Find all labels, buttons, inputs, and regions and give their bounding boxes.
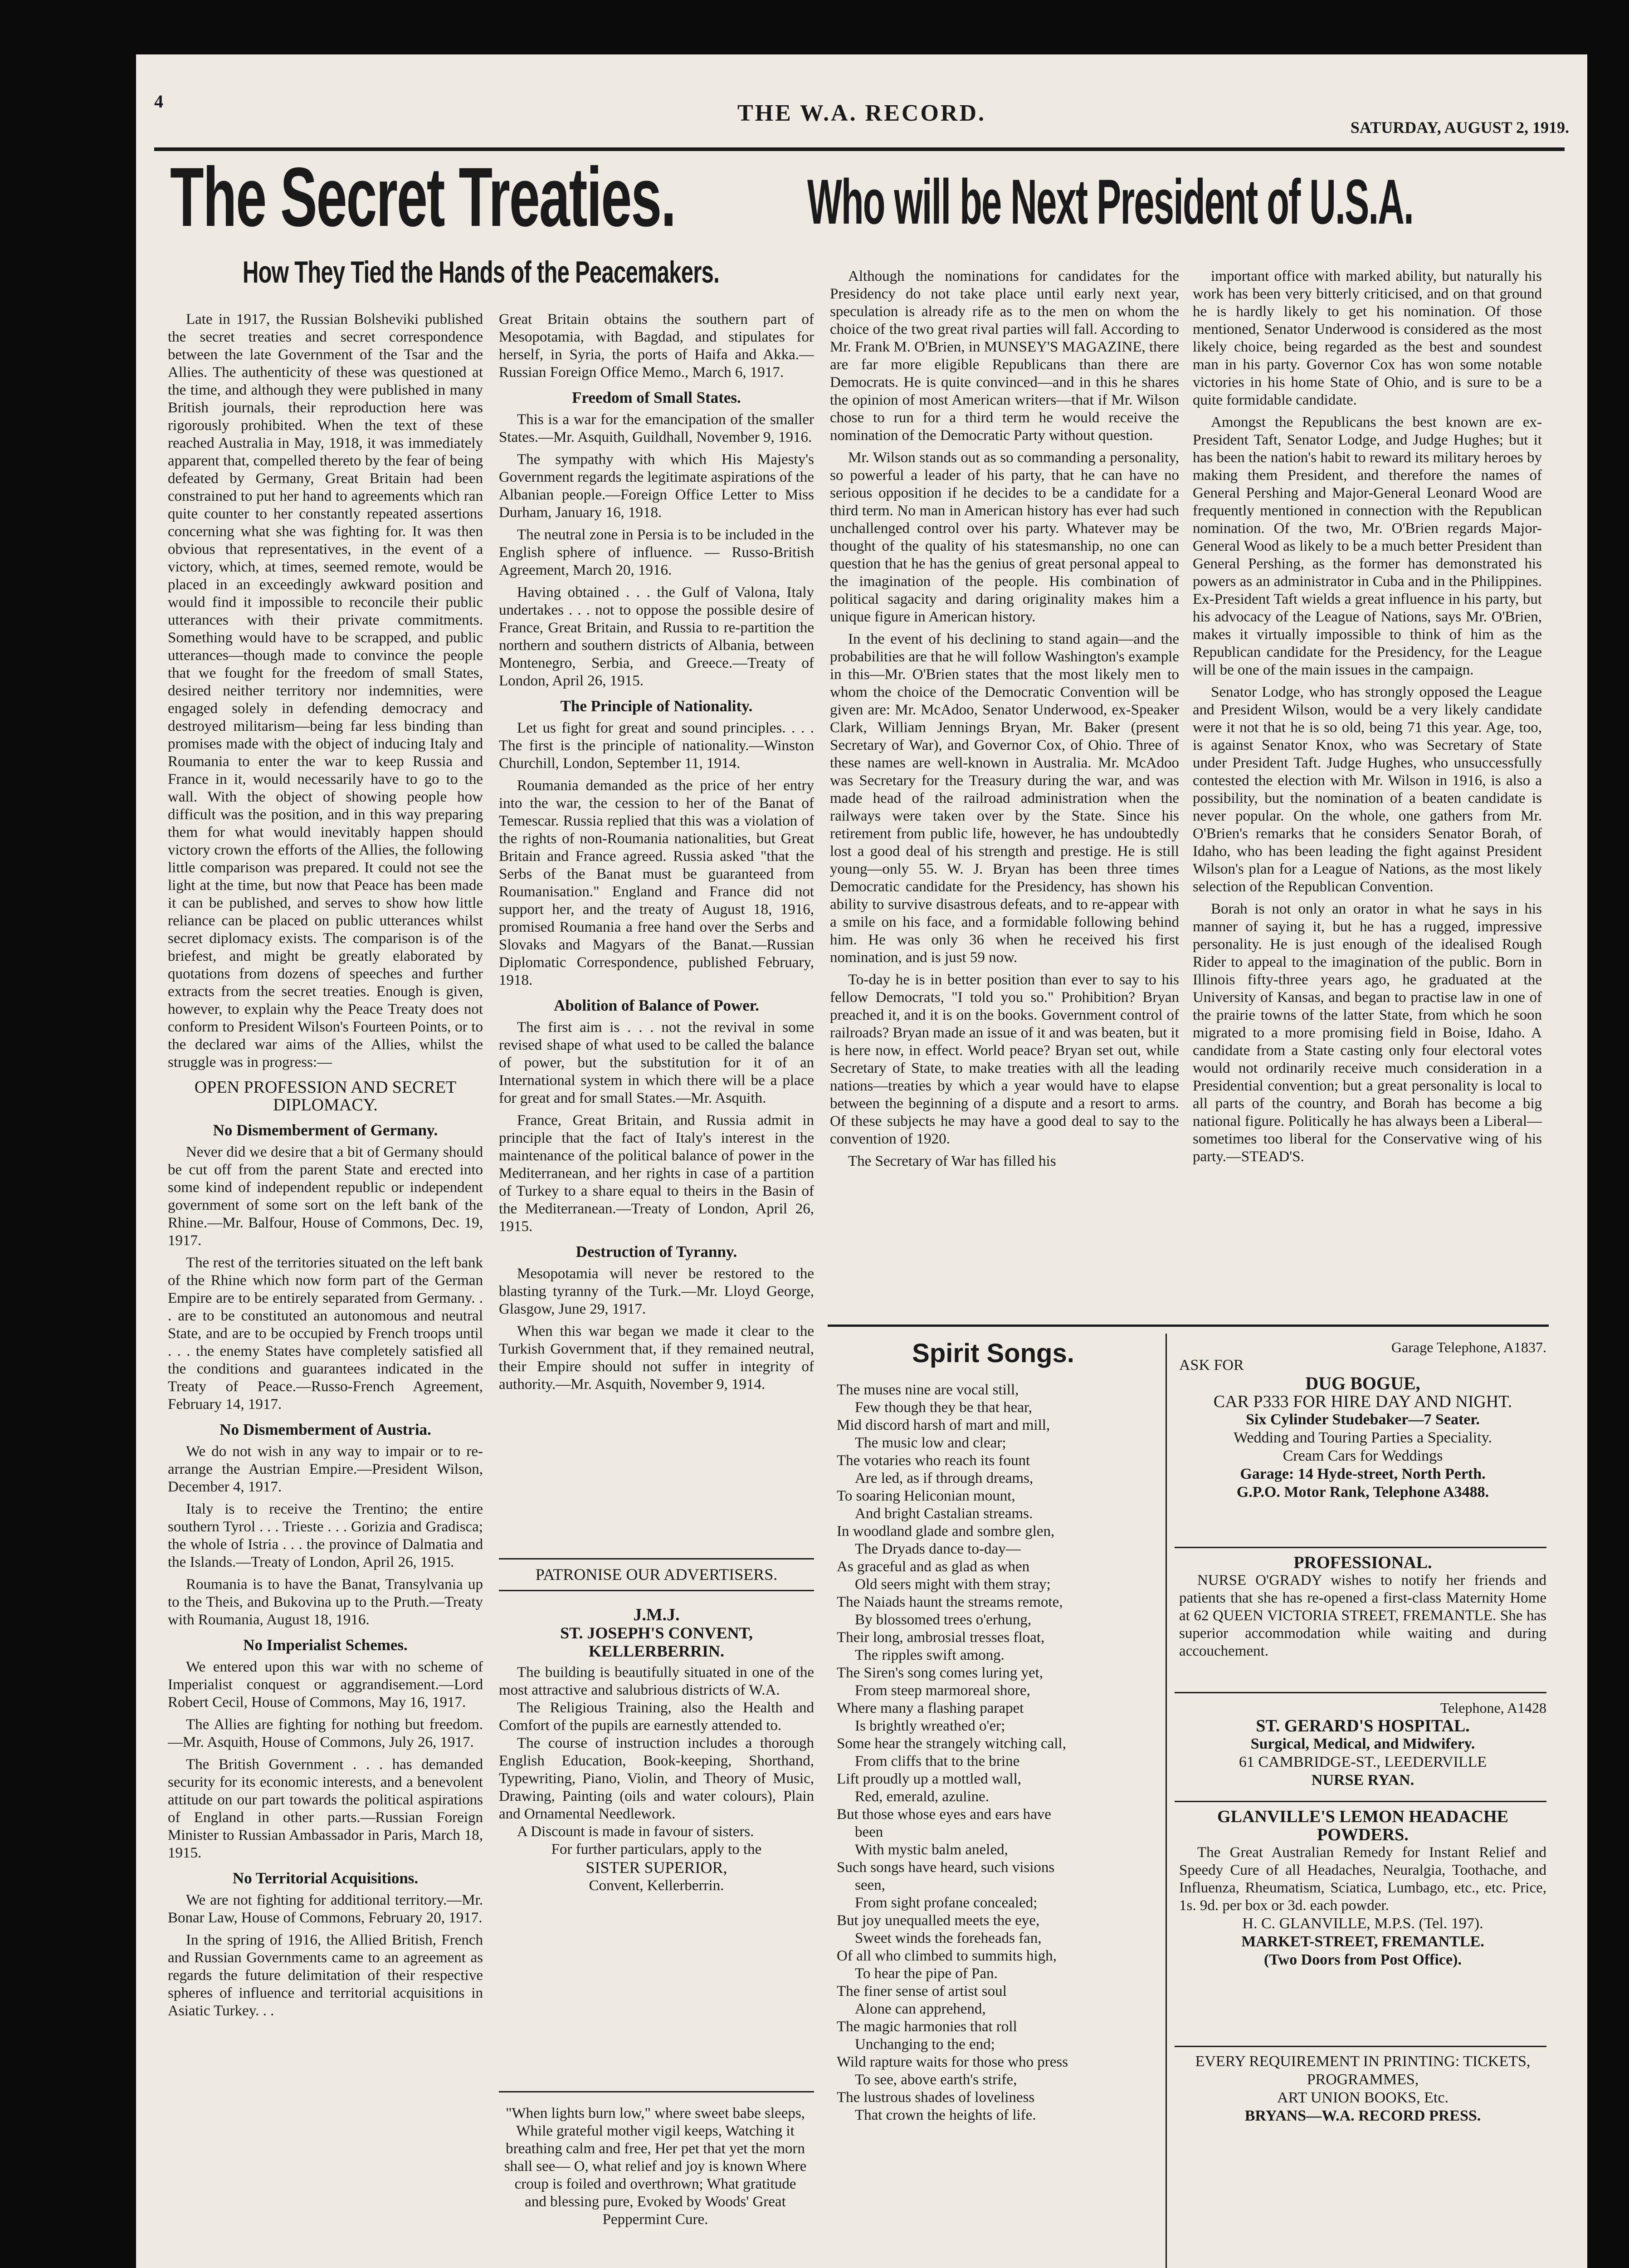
- poem-line: The lustrous shades of loveliness: [837, 2089, 1035, 2106]
- poem-line: Old seers might with them stray;: [855, 1576, 1051, 1593]
- glanville-ad: [1179, 1808, 1546, 1969]
- professional-text: NURSE O'GRADY wishes to notify her friends and patients that she has re-opened a first-class Maternity Home at 62 QUEEN VICTORIA STREET, FREMANTLE. She has superior accommodation while waiting and during accouchement.: [1179, 1572, 1546, 1659]
- section-title: OPEN PROFESSION AND SECRET DIPLOMACY.: [194, 1078, 457, 1114]
- newspaper-page: [136, 54, 1587, 2268]
- bogue-cream: Cream Cars for Weddings: [1283, 1447, 1443, 1464]
- gerard-type: Surgical, Medical, and Midwifery.: [1250, 1735, 1475, 1752]
- paragraph: The sympathy with which His Majesty's Government regards the legitimate aspirations of the Albanian people.—Foreign Office Letter to Miss Durham, January 16, 1918.: [499, 451, 814, 521]
- jmj-label: J.M.J.: [633, 1605, 680, 1624]
- poem-line: From steep marmoreal shore,: [855, 1682, 1030, 1699]
- poem-line: The Dryads dance to-day—: [855, 1541, 1021, 1557]
- paragraph: Mr. Wilson stands out as so commanding a personality, so powerful a leader of his party, that he can have no serious opposition if he decides to be a candidate for a third term. No man in American history has ever had such unchallenged control over his party. Whatever may be thought of the quality of his statesmanship, no one can question that he has the genius of great personal appeal to the imagination of the people. His combination of political sagacity and daring originality makes him a unique figure in American history.: [830, 450, 1179, 625]
- poem-line: To hear the pipe of Pan.: [855, 1965, 998, 1982]
- treaties-column-1: [168, 311, 483, 2268]
- paragraph: Borah is not only an orator in what he says in his manner of saying it, but he has a rugged, impressive personality. He is just enough of the idealised Rough Rider to appeal to the imagination of the public. Born in Illinois fifty-three years ago, he graduated at the University of Kansas, and began to practise law in one of the prairie towns of the latter State, from which he soon migrated to a more promising field in Boise, Idaho. A candidate from a State casting only four electoral votes would not ordinarily receive much consideration in a Presidential convention; but a great personality is local to all parts of the country, and Borah has become a big national figure. Politically he has always been a Liberal—sometimes too liberal for the Conservative wing of his party.—STEAD'S.: [1193, 901, 1542, 1165]
- professional-ad: [1179, 1554, 1546, 1660]
- poem-line: As graceful and as glad as when: [837, 1559, 1030, 1575]
- poem-line: Unchanging to the end;: [855, 2036, 995, 2053]
- convent-para: The course of instruction includes a thorough English Education, Book-keeping, Shorthand, Typewriting, Piano, Violin, and Theory of Music, Drawing, Painting (oils and water colours), Plain and Ornamental Needlework.: [499, 1735, 814, 1822]
- patronise-notice: PATRONISE OUR ADVERTISERS.: [535, 1565, 778, 1584]
- paper-title: THE W.A. RECORD.: [737, 100, 986, 126]
- paragraph: We entered upon this war with no scheme of Imperialist conquest or aggrandisement.—Lord Robert Cecil, House of Commons, May 16, 1917.: [168, 1659, 483, 1711]
- patronise-rule-top: [499, 1558, 814, 1559]
- garage-telephone: Garage Telephone, A1837.: [1391, 1339, 1546, 1355]
- paragraph: Let us fight for great and sound principles. . . . The first is the principle of nationality.—Winston Churchill, London, September 11, 1914.: [499, 720, 814, 772]
- column-divider: [1166, 1334, 1167, 2268]
- poem-line: Their long, ambrosial tresses float,: [837, 1629, 1045, 1646]
- peppermint-cure-ad: "When lights burn low," where sweet babe sleeps, While grateful mother vigil keeps, Watching it breathing calm and free, Her pet that yet the morn shall see— O, what relief and joy is known Where croup is foiled and overthrown; What gratitude and blessing pure, Evoked by Woods' Great Peppermint Cure.: [504, 2105, 807, 2228]
- poem-line: been: [855, 1824, 883, 1840]
- poem-line: Lift proudly up a mottled wall,: [837, 1771, 1021, 1787]
- paragraph: Great Britain obtains the southern part of Mesopotamia, with Bagdad, and stipulates for herself, in Syria, the ports of Haifa and Akka.—Russian Foreign Office Memo., March 6, 1917.: [499, 311, 814, 381]
- glanville-title: GLANVILLE'S LEMON HEADACHE POWDERS.: [1217, 1807, 1508, 1844]
- subhead-germany: No Dismemberment of Germany.: [213, 1121, 438, 1139]
- president-column-2: [1193, 268, 1542, 1315]
- poem-line: The Naiads haunt the streams remote,: [837, 1594, 1063, 1610]
- subhead-austria: No Dismemberment of Austria.: [219, 1421, 431, 1438]
- paragraph: Roumania is to have the Banat, Transylvania up to the Theis, and Bukovina up to the Pruth.—Treaty with Roumania, August 18, 1916.: [168, 1576, 483, 1628]
- poem-lines: [837, 1381, 1163, 2124]
- glanville-text: The Great Australian Remedy for Instant Relief and Speedy Cure of all Headaches, Neuralgia, Toothache, and Influenza, Rheumatism, Sciatica, Lumbago, etc., etc. Price, 1s. 9d. per box or 3d. each powder.: [1179, 1844, 1546, 1914]
- treaties-intro: Late in 1917, the Russian Bolsheviki published the secret treaties and secret correspondence between the late Government of the Tsar and the Allies. The authenticity of these was questioned at the time, and although they were published in many British journals, their reproduction here was rigorously prohibited. When the text of these reached Australia in May, 1918, it was immediately apparent that, compelled thereto by the fear of being defeated by Germany, Great Britain had been constrained to put her hand to agreements which ran quite counter to her constantly repeated assertions concerning what she was fighting for. It was then obvious that representatives, in the event of a victory, which, at times, seemed remote, would be placed in an exceedingly awkward position and would find it impossible to reconcile their public utterances with their private commitments. Something would have to be scrapped, and public utterances—though made to convince the people that we fought for the freedom of small States, desired neither territory nor indemnities, were engaged solely in defending democracy and destroyed militarism—being far less binding than promises made with the object of inducing Italy and Roumania to enter the war to keep Russia and France in it, would necessarily have to go to the wall. With the object of showing people how difficult was the position, and in this way preparing them for what would inevitably happen should victory crown the efforts of the Allies, the following little comparison was prepared. It could not see the light at the time, but now that Peace has been made it can be published, and serves to show how little reliance can be placed on public utterances whilst secret diplomacy exists. The comparison is of the briefest, and might be greatly elaborated by quotations from dozens of speeches and further extracts from the secret treaties. Enough is given, however, to explain why the Peace Treaty does not conform to President Wilson's Fourteen Points, or to the declared war aims of the Allies, whilst the struggle was in progress:—: [168, 311, 483, 1070]
- bogue-garage: Garage: 14 Hyde-street, North Perth.: [1240, 1466, 1486, 1482]
- gerard-name: ST. GERARD'S HOSPITAL.: [1256, 1716, 1470, 1735]
- poem-line: But those whose eyes and ears have: [837, 1806, 1051, 1823]
- poem-line: Such songs have heard, such visions: [837, 1859, 1055, 1876]
- paragraph: The British Government . . . has demanded security for its economic interests, and a benevolent attitude on our part towards the political aspirations of England in other parts.—Russian Foreign Minister to Russian Ambassador in Paris, March 18, 1915.: [168, 1756, 483, 1861]
- paragraph: In the spring of 1916, the Allied British, French and Russian Governments came to an agreement as regards the future delimitation of their respective spheres of influence and territorial acquisitions in Asiatic Turkey. . .: [168, 1932, 483, 2019]
- poem-line: To soaring Heliconian mount,: [837, 1488, 1015, 1504]
- paragraph: To-day he is in better position than ever to say to his fellow Democrats, "I told you so." Prohibition? Bryan preached it, and it is on the books. Government control of railroads? Bryan made an issue of it and was beaten, but it is here now, in effect. World peace? Bryan set out, while Secretary of State, to make treaties with all the leading nations—treaties by which a year would have to elapse between the beginning of a dispute and a resort to arms. Of these subjects he may have a good deal to say to the convention of 1920.: [830, 972, 1179, 1147]
- poem-line: With mystic balm aneled,: [855, 1842, 1008, 1858]
- paragraph: Roumania demanded as the price of her entry into the war, the cession to her of the Banat of Temescar. Russia replied that this was a violation of the rights of non-Roumania nationalities, but Great Britain and France agreed. Russia asked "that the Serbs of the Banat must be guaranteed from Roumanisation." England and France did not support her, and the treaty of August 18, 1916, promised Roumania a free hand over the Serbs and Slovaks and Magyars of the Banat.—Russian Diplomatic Correspondence, published February, 1918.: [499, 777, 814, 988]
- bogue-car: CAR P333 FOR HIRE DAY AND NIGHT.: [1213, 1392, 1512, 1411]
- poem-line: The magic harmonies that roll: [837, 2019, 1017, 2035]
- printing-line3: BRYANS—W.A. RECORD PRESS.: [1244, 2107, 1481, 2124]
- paragraph: France, Great Britain, and Russia admit in principle that the fact of Italy's interest in the maintenance of the political balance of power in the Mediterranean, and her rights in case of a partition of Turkey to a share equal to theirs in the Basin of the Mediterranean.—Treaty of London, April 26, 1915.: [499, 1112, 814, 1235]
- bogue-six: Six Cylinder Studebaker—7 Seater.: [1246, 1411, 1480, 1428]
- gerard-telephone: Telephone, A1428: [1440, 1700, 1546, 1716]
- convent-para: The building is beautifully situated in one of the most attractive and salubrious districts of W.A.: [499, 1664, 814, 1698]
- page-number: 4: [154, 91, 163, 112]
- poem-line: Sweet winds the foreheads fan,: [855, 1930, 1042, 1946]
- subhead-imperialist: No Imperialist Schemes.: [243, 1636, 408, 1654]
- paragraph: The Secretary of War has filled his: [848, 1153, 1056, 1169]
- glanville-near: (Two Doors from Post Office).: [1264, 1951, 1462, 1968]
- poem-line: And bright Castalian streams.: [855, 1505, 1033, 1522]
- paragraph: In the event of his declining to stand again—and the probabilities are that he will follow Washington's example in this—Mr. O'Brien states that the most likely men to whom the choice of the Democratic Convention will be given are: Mr. McAdoo, Senator Underwood, ex-Speaker Clark, William Jennings Bryan, Mr. Baker (present Secretary of War), and Governor Cox, of Ohio. Three of these names are well-known in Australia. Mr. McAdoo was Secretary for the Treasury during the war, and was made head of the railroad administration when the railways were taken over by the State. Since his retirement from public life, however, he has undoubtedly lost a good deal of his strength and prestige. He is still young—only 55. W. J. Bryan has been three times Democratic candidate for the Presidency, has shown his ability to survive disastrous defeats, and to re-appear with a smile on his face, and a formidable following behind him. He was only 36 when he received his first nomination, and is just 59 now.: [830, 631, 1179, 966]
- section-rule: [828, 1325, 1549, 1327]
- ad-rule: [1175, 2046, 1546, 2047]
- gerard-ad: [1179, 1699, 1546, 1789]
- poem-line: The votaries who reach its fount: [837, 1452, 1030, 1469]
- convent-title: ST. JOSEPH'S CONVENT, KELLERBERRIN.: [560, 1624, 753, 1660]
- poem-line: Of all who climbed to summits high,: [837, 1948, 1057, 1964]
- glanville-street: MARKET-STREET, FREMANTLE.: [1241, 1933, 1484, 1950]
- printing-line2: ART UNION BOOKS, Etc.: [1277, 2089, 1449, 2106]
- ad-rule: [1175, 1547, 1546, 1548]
- patronise-rule-bottom: [499, 1590, 814, 1591]
- poem-line: Red, emerald, azuline.: [855, 1789, 989, 1805]
- ask-for: ASK FOR: [1179, 1357, 1244, 1374]
- printing-line1: EVERY REQUIREMENT IN PRINTING: TICKETS, PROGRAMMES,: [1195, 2053, 1531, 2088]
- poem-line: Where many a flashing parapet: [837, 1700, 1024, 1716]
- paragraph: The first aim is . . . not the revival in some revised shape of what used to be called the balance of power, but the substitution for it of an International system in which there will be a place for great and for small States.—Mr. Asquith.: [499, 1019, 814, 1106]
- president-headline: Who will be Next President of U.S.A.: [807, 166, 1413, 237]
- paragraph: Senator Lodge, who has strongly opposed the League and President Wilson, would be a very likely candidate were it not that he is so old, being 71 this year. Age, too, is against Senator Knox, who was Secretary of State under President Taft. Judge Hughes, who unsuccessfully contested the election with Mr. Wilson in 1916, is also a possibility, but the nomination of a beaten candidate is never popular. On the whole, one gathers from Mr. O'Brien's remarks that he considers Senator Borah, of Idaho, who has been leading the fight against President Wilson's plan for a League of Nations, as the most likely selection of the Republican Convention.: [1193, 684, 1542, 895]
- professional-title: PROFESSIONAL.: [1293, 1553, 1432, 1572]
- convent-sister: SISTER SUPERIOR,: [585, 1858, 727, 1877]
- poem-line: Wild rapture waits for those who press: [837, 2054, 1068, 2070]
- printing-ad: [1179, 2053, 1546, 2125]
- issue-date: SATURDAY, AUGUST 2, 1919.: [1350, 118, 1569, 137]
- subhead-nationality: The Principle of Nationality.: [560, 697, 753, 715]
- paragraph: Having obtained . . . the Gulf of Valona, Italy undertakes . . . not to oppose the possible desire of France, Great Britain, and Russia to re-partition the northern and southern districts of Albania, between Montenegro, Serbia, and Greece.—Treaty of London, April 26, 1915.: [499, 584, 814, 689]
- paragraph: The neutral zone in Persia is to be included in the English sphere of influence. — Russo-British Agreement, March 20, 1916.: [499, 527, 814, 578]
- subhead-small-states: Freedom of Small States.: [572, 389, 741, 406]
- paragraph: Mesopotamia will never be restored to the blasting tyranny of the Turk.—Mr. Lloyd George, Glasgow, June 29, 1917.: [499, 1266, 814, 1317]
- poem-line: seen,: [855, 1877, 885, 1893]
- subhead-territorial: No Territorial Acquisitions.: [232, 1869, 419, 1887]
- bogue-wedding: Wedding and Touring Parties a Speciality.: [1234, 1429, 1492, 1446]
- poem-title: Spirit Songs.: [912, 1339, 1074, 1368]
- poem-line: Mid discord harsh of mart and mill,: [837, 1417, 1050, 1433]
- poem-line: Alone can apprehend,: [855, 2001, 986, 2017]
- convent-place: Convent, Kellerberrin.: [589, 1877, 724, 1894]
- subhead-tyranny: Destruction of Tyranny.: [576, 1243, 737, 1261]
- treaties-column-2: [499, 311, 814, 1549]
- paragraph: We are not fighting for additional territory.—Mr. Bonar Law, House of Commons, February 20, 1917.: [168, 1892, 483, 1926]
- paragraph: Although the nominations for candidates for the Presidency do not take place until early next year, speculation is already rife as to the men on whom the choice of the two great rival parties will fall. According to Mr. Frank M. O'Brien, in MUNSEY'S MAGAZINE, there are far more eligible Republicans than there are Democrats. He is quite convinced—and in this he shares the opinion of most American writers—that if Mr. Wilson chose to run for a third term he would receive the nomination of the Democratic Party without question.: [830, 268, 1179, 444]
- paragraph: Never did we desire that a bit of Germany should be cut off from the parent State and erected into some kind of independent republic or independent government of some sort on the left bank of the Rhine.—Mr. Balfour, House of Commons, Dec. 19, 1917.: [168, 1144, 483, 1249]
- subhead-balance: Abolition of Balance of Power.: [554, 997, 759, 1014]
- poem-line: To see, above earth's strife,: [855, 2072, 1017, 2088]
- pills-rule: [499, 2091, 814, 2092]
- poem-line: Is brightly wreathed o'er;: [855, 1718, 1005, 1734]
- poem-line: Some hear the strangely witching call,: [837, 1735, 1066, 1752]
- convent-para: The Religious Training, also the Health and Comfort of the pupils are earnestly attended to.: [499, 1700, 814, 1734]
- treaties-headline: The Secret Treaties.: [170, 151, 676, 244]
- bogue-ad: [1179, 1338, 1546, 1501]
- poem-line: But joy unequalled meets the eye,: [837, 1912, 1040, 1929]
- ad-rule: [1175, 1692, 1546, 1693]
- paragraph: We do not wish in any way to impair or to re-arrange the Austrian Empire.—President Wilson, December 4, 1917.: [168, 1443, 483, 1495]
- paragraph: When this war began we made it clear to the Turkish Government that, if they remained neutral, their Empire should not suffer in integrity of authority.—Mr. Asquith, November 9, 1914.: [499, 1323, 814, 1393]
- poem-line: Few though they be that hear,: [855, 1399, 1032, 1416]
- convent-ad: [499, 1606, 814, 1895]
- poem-line: Are led, as if through dreams,: [855, 1470, 1034, 1486]
- paragraph: important office with marked ability, but naturally his work has been very bitterly criticised, and on that ground he is hardly likely to get his nomination. Of those mentioned, Senator Underwood is considered as the most likely choice, being regarded as the best and soundest man in his party. Governor Cox has won some notable victories in his home State of Ohio, and is sure to be a quite formidable candidate.: [1193, 268, 1542, 408]
- bogue-name: DUG BOGUE,: [1305, 1373, 1420, 1393]
- paragraph: Italy is to receive the Trentino; the entire southern Tyrol . . . Trieste . . . Gorizia and Gradisca; the whole of Istria . . . the province of Dalmatia and the Islands.—Treaty of London, April 26, 1915.: [168, 1501, 483, 1570]
- paragraph: This is a war for the emancipation of the smaller States.—Mr. Asquith, Guildhall, November 9, 1916.: [499, 411, 814, 445]
- paragraph: Amongst the Republicans the best known are ex-President Taft, Senator Lodge, and Judge Hughes; but it has been the nation's habit to reward its military heroes by making them President, and therefore the names of General Pershing and Major-General Leonard Wood are frequently mentioned in connection with the Republican nomination. Of the two, Mr. O'Brien regards Major-General Wood as likely to be a much better President than General Pershing, as the former has demonstrated his powers as an administrator in Cuba and in the Philippines. Ex-President Taft wields a great influence in his party, but his advocacy of the League of Nations, says Mr. O'Brien, makes it virtually impossible to think of him as the Republican candidate for the Presidency, for the League will be one of the main issues in the campaign.: [1193, 414, 1542, 678]
- poem-line: The music low and clear;: [855, 1435, 1006, 1451]
- poem-line: The Siren's song comes luring yet,: [837, 1665, 1044, 1681]
- poem-line: The ripples swift among.: [855, 1647, 1005, 1663]
- gerard-nurse: NURSE RYAN.: [1311, 1772, 1414, 1789]
- glanville-chemist: H. C. GLANVILLE, M.P.S. (Tel. 197).: [1242, 1915, 1483, 1932]
- president-column-1: [830, 268, 1179, 1315]
- paragraph: The Allies are fighting for nothing but freedom.—Mr. Asquith, House of Commons, July 26, 1917.: [168, 1716, 483, 1750]
- poem-line: From sight profane concealed;: [855, 1895, 1038, 1911]
- convent-para: A Discount is made in favour of sisters.: [517, 1823, 754, 1840]
- paragraph: The rest of the territories situated on the left bank of the Rhine which now form part of the German Empire are to be entirely separated from Germany. . . are to be constituted an autonomous and neutral State, and are to be occupied by French troops until . . . the enemy States have completely satisfied all the conditions and guarantees indicated in the Treaty of Peace.—Russo-French Agreement, February 14, 1917.: [168, 1255, 483, 1413]
- poem-line: That crown the heights of life.: [855, 2107, 1036, 2123]
- poem-line: The muses nine are vocal still,: [837, 1382, 1019, 1398]
- gerard-address: 61 CAMBRIDGE-ST., LEEDERVILLE: [1239, 1754, 1487, 1770]
- bogue-gpo: G.P.O. Motor Rank, Telephone A3488.: [1236, 1484, 1489, 1501]
- treaties-subhead: How They Tied the Hands of the Peacemakers.: [243, 255, 720, 289]
- poem-line: In woodland glade and sombre glen,: [837, 1523, 1055, 1540]
- poem-line: By blossomed trees o'erhung,: [855, 1612, 1032, 1628]
- ad-rule: [1175, 1801, 1546, 1802]
- poem-line: From cliffs that to the brine: [855, 1753, 1020, 1769]
- poem-line: The finer sense of artist soul: [837, 1983, 1007, 1999]
- convent-para: For further particulars, apply to the: [551, 1841, 762, 1857]
